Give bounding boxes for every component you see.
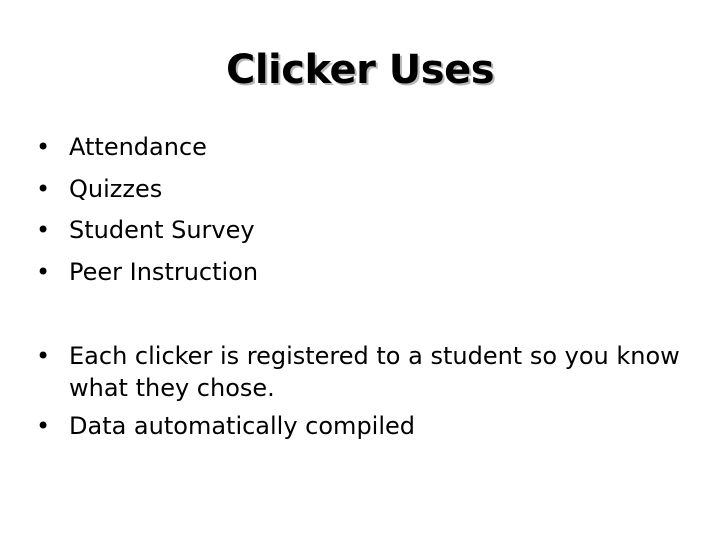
list-item-registration-note xyxy=(36,340,696,404)
list-item-label: Data automatically compiled xyxy=(69,412,416,440)
list-item-attendance xyxy=(36,127,258,169)
list-item-data-note xyxy=(36,410,696,442)
list-item-student-survey xyxy=(36,210,258,252)
list-item-label: Each clicker is registered to a student so you know what they chose. xyxy=(69,342,680,402)
bullet-icon: • xyxy=(36,342,51,370)
bullet-icon: • xyxy=(36,257,51,286)
bullet-icon: • xyxy=(36,412,51,440)
list-item-label: Peer Instruction xyxy=(69,257,259,286)
bullet-icon: • xyxy=(36,216,51,244)
slide-title: Clicker Uses xyxy=(225,47,495,93)
list-item-label: Student Survey xyxy=(69,216,255,244)
list-item-label: Quizzes xyxy=(69,174,163,203)
list-item-label: Attendance xyxy=(69,133,207,161)
bullet-icon: • xyxy=(36,174,51,203)
uses-list xyxy=(36,127,258,293)
notes-list xyxy=(36,340,696,442)
list-item-peer-instruction xyxy=(36,252,258,294)
bullet-icon: • xyxy=(36,133,51,161)
list-item-quizzes xyxy=(36,169,258,211)
